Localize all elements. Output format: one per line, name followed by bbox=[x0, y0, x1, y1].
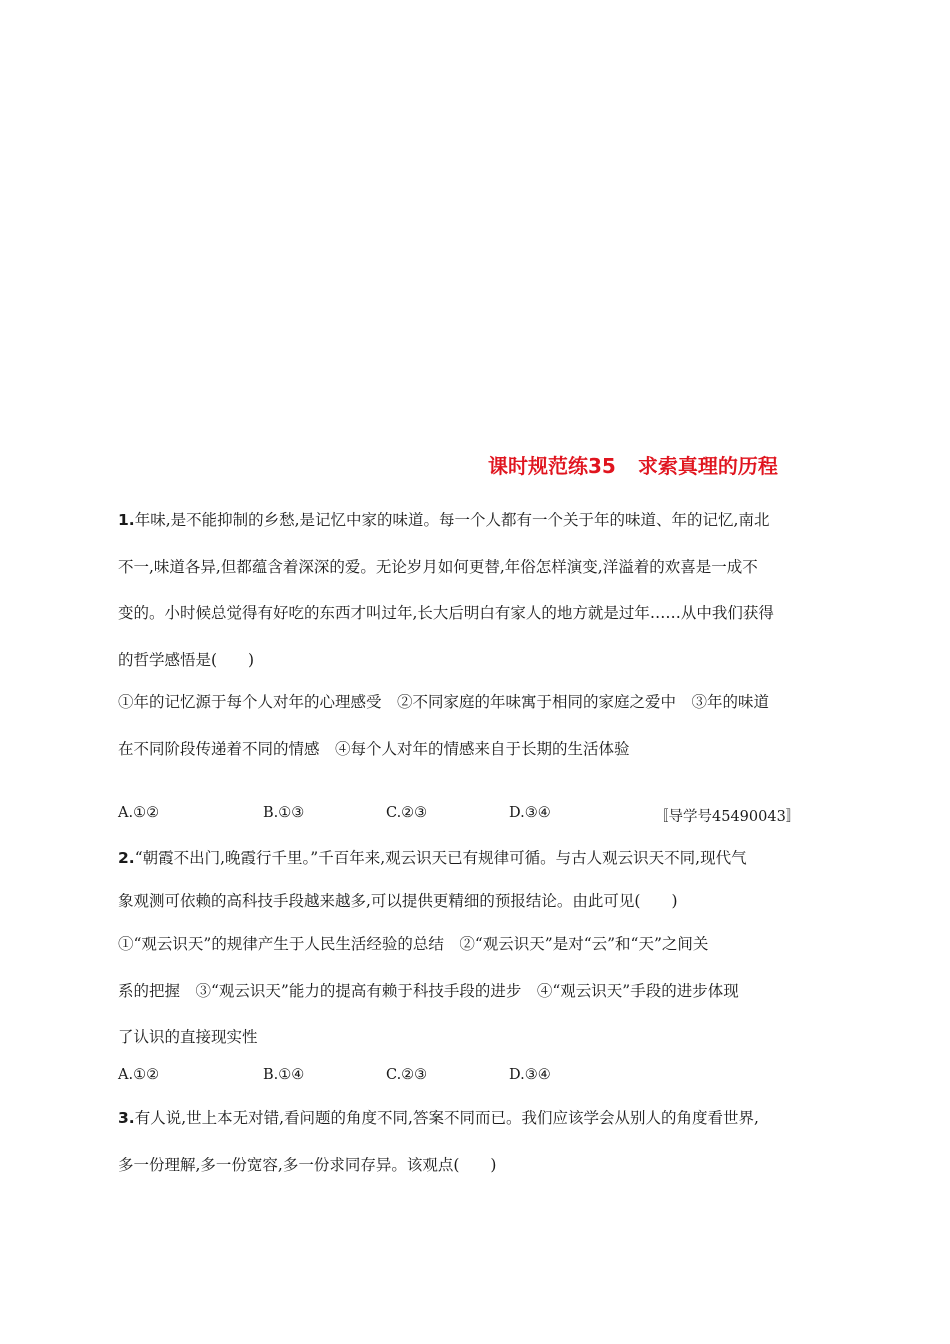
q1-line-2: 不一,味道各异,但都蕴含着深深的爱。无论岁月如何更替,年俗怎样演变,洋溢着的欢喜是一成不 bbox=[118, 558, 758, 576]
q1-option-d[interactable]: D.③④ bbox=[509, 805, 551, 821]
q3-line-1: 3.有人说,世上本无对错,看问题的角度不同,答案不同而已。我们应该学会从别人的角度看世界, bbox=[118, 1109, 759, 1127]
q3-line-2: 多一份理解,多一份宽容,多一份求同存异。该观点( ) bbox=[118, 1156, 497, 1174]
q2-line-1: 2.“朝霞不出门,晚霞行千里。”千百年来,观云识天已有规律可循。与古人观云识天不同,现代气 bbox=[118, 849, 747, 867]
q2-number: 2. bbox=[118, 849, 135, 867]
q1-option-a[interactable]: A.①② bbox=[118, 805, 160, 821]
q2-option-d[interactable]: D.③④ bbox=[509, 1067, 551, 1083]
title-topic: 求索真理的历程 bbox=[637, 454, 778, 478]
q1-statement-line-2: 在不同阶段传递着不同的情感 ④每个人对年的情感来自于长期的生活体验 bbox=[118, 740, 630, 758]
q2-statement-line-3: 了认识的直接现实性 bbox=[118, 1028, 258, 1046]
q2-line-2: 象观测可依赖的高科技手段越来越多,可以提供更精细的预报结论。由此可见( ) bbox=[118, 892, 678, 910]
q2-option-a[interactable]: A.①② bbox=[118, 1067, 160, 1083]
q2-statement-line-1: ①“观云识天”的规律产生于人民生活经验的总结 ②“观云识天”是对“云”和“天”之间关 bbox=[118, 935, 709, 953]
q1-statement-line-1: ①年的记忆源于每个人对年的心理感受 ②不同家庭的年味寓于相同的家庭之爱中 ③年的味道 bbox=[118, 693, 770, 711]
q1-line-4: 的哲学感悟是( ) bbox=[118, 651, 255, 669]
q1-option-b[interactable]: B.①③ bbox=[263, 805, 305, 821]
q1-line-3: 变的。小时候总觉得有好吃的东西才叫过年,长大后明白有家人的地方就是过年……从中我们获得 bbox=[118, 604, 774, 622]
page-title bbox=[488, 450, 778, 479]
title-lesson-number: 课时规范练35 bbox=[488, 454, 616, 478]
q1-option-c[interactable]: C.②③ bbox=[386, 805, 428, 821]
q1-line-1: 1.年味,是不能抑制的乡愁,是记忆中家的味道。每一个人都有一个关于年的味道、年的记忆,南北 bbox=[118, 511, 770, 529]
q1-reference-number: 〚导学号45490043〛 bbox=[654, 809, 801, 825]
q2-option-b[interactable]: B.①④ bbox=[263, 1067, 305, 1083]
q2-statement-line-2: 系的把握 ③“观云识天”能力的提高有赖于科技手段的进步 ④“观云识天”手段的进步体现 bbox=[118, 982, 739, 1000]
q3-number: 3. bbox=[118, 1109, 135, 1127]
q1-number: 1. bbox=[118, 511, 135, 529]
q2-option-c[interactable]: C.②③ bbox=[386, 1067, 428, 1083]
